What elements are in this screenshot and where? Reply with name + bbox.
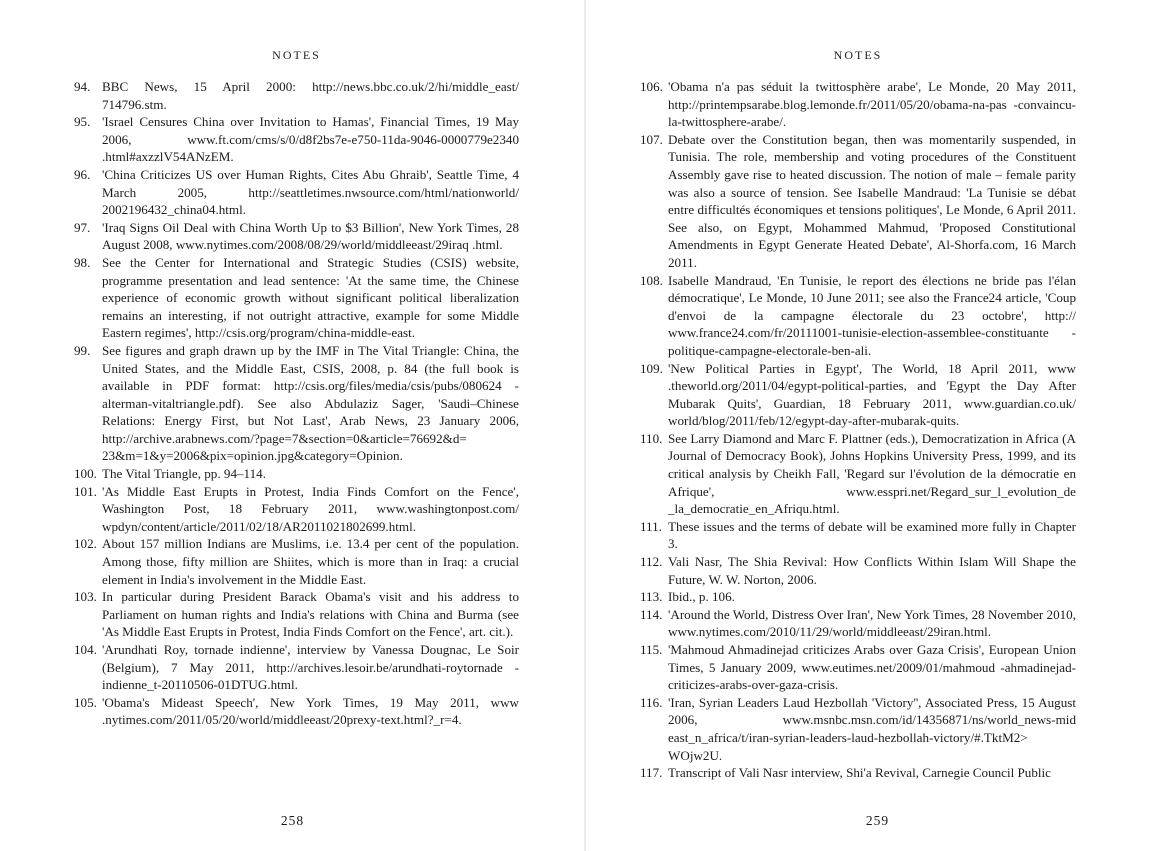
footnote-number: 96. xyxy=(74,166,91,182)
footnote-number: 103. xyxy=(74,589,97,605)
footnote-number: 102. xyxy=(74,536,97,552)
footnote xyxy=(74,78,519,113)
footnote xyxy=(74,483,519,536)
page-number: 258 xyxy=(280,813,305,828)
footnote-number: 113. xyxy=(640,589,663,605)
footnote-number: 116. xyxy=(640,694,663,710)
footnote xyxy=(640,641,1076,694)
footnote xyxy=(74,694,519,729)
notes-list xyxy=(640,78,1076,782)
footnote-number: 115. xyxy=(640,642,663,657)
footnote-text: 'Arundhati Roy, tornade indienne', interview by Vanessa Dougnac, Le Soir (Belgium), 7 May 2011, http://archives.lesoir.be/arundhati-roytornade -indienne_t-20110506-01DTUG.html. xyxy=(102,642,519,693)
footnote xyxy=(640,606,1076,641)
footnote xyxy=(74,166,519,219)
running-head: NOTES xyxy=(272,48,321,62)
footnote-text: About 157 million Indians are Muslims, i.e. 13.4 per cent of the population. Among those, fifty million are Shiites, which is more than in Iraq: a crucial element in India's involvement in the Middle East. xyxy=(102,536,519,587)
footnote xyxy=(640,518,1076,553)
footnote-number: 110. xyxy=(640,430,663,446)
footnote xyxy=(74,254,519,342)
footnote-number: 100. xyxy=(74,466,97,482)
footnote-number: 97. xyxy=(74,219,91,235)
footnote-number: 117. xyxy=(640,765,663,781)
footnote-text: These issues and the terms of debate will be examined more fully in Chapter 3. xyxy=(668,518,1076,552)
footnote-number: 111. xyxy=(640,518,662,534)
footnote xyxy=(640,694,1076,764)
footnote-number: 106. xyxy=(640,79,663,94)
footnote xyxy=(74,219,519,254)
footnote xyxy=(640,588,1076,606)
footnote-number: 108. xyxy=(640,272,663,288)
footnote xyxy=(640,553,1076,588)
footnote-number: 104. xyxy=(74,642,97,657)
footnote-text: 'Iran, Syrian Leaders Laud Hezbollah 'Victory'', Associated Press, 15 August 2006, www.msnbc.msn.com/id/14356871/ns/world_news-mid east_n_africa/t/iran-syrian-leaders-laud-hezbollah-victory/#.TktM2> WOjw2U. xyxy=(668,694,1076,763)
footnote-text: 'Around the World, Distress Over Iran', New York Times, 28 November 2010, www.nytimes.com/2010/11/29/world/middleeast/29iran.html. xyxy=(668,606,1076,640)
footnote-number: 114. xyxy=(640,606,663,622)
footnote-text: 'Obama n'a pas séduit la twittosphère arabe', Le Monde, 20 May 2011, http://printempsarabe.blog.lemonde.fr/2011/05/20/obama-na-pas -convaincu-la-twittosphere-arabe/. xyxy=(668,79,1076,130)
footnote-text: See Larry Diamond and Marc F. Plattner (eds.), Democratization in Africa (A Journal of Democracy Book), Johns Hopkins University Press, 1999, and its critical analysis by Cheikh Fall, 'Regard sur l'évolution de la démocratie en Afrique', www.esspri.net/Regard_sur_l_evolution_de _la_democratie_en_Afriqu.html. xyxy=(668,430,1076,517)
footnote-text: 'China Criticizes US over Human Rights, Cites Abu Ghraib', Seattle Time, 4 March 2005, http://seattletimes.nwsource.com/html/nationworld/ 2002196432_china04.html. xyxy=(102,166,519,218)
footnote xyxy=(74,535,519,588)
right-page xyxy=(585,0,1170,851)
footnote-text: 'Mahmoud Ahmadinejad criticizes Arabs over Gaza Crisis', European Union Times, 5 January 2009, www.eutimes.net/2009/01/mahmoud -ahmadinejad-criticizes-arabs-over-gaza-crisis. xyxy=(668,642,1076,693)
footnote-text: 'New Political Parties in Egypt', The World, 18 April 2011, www .theworld.org/2011/04/egypt-political-parties, and 'Egypt the Day After Mubarak Quits', Guardian, 18 February 2011, www.guardian.co.uk/ world/blog/2011/feb/12/egypt-day-after-mubarak-quits. xyxy=(668,360,1076,429)
notes-list xyxy=(74,78,519,729)
footnote xyxy=(74,641,519,694)
footnote xyxy=(74,342,519,465)
footnote-text: Debate over the Constitution began, then was momentarily suspended, in Tunisia. The role, membership and voting procedures of the Constituent Assembly gave rise to heated discussion. The notion of male – female parity was also a source of tension. See Isabelle Mandraud: 'La Tunisie se débat entre difficultés économiques et tensions politiques', Le Monde, 6 April 2011. See also, on Egypt, Mohammed Mahmud, 'Proposed Constitutional Amendments in Egypt Generate Heated Debate', Al-Shorfa.com, 16 March 2011. xyxy=(668,131,1076,270)
footnote-text: See the Center for International and Strategic Studies (CSIS) website, programme presentation and lead sentence: 'At the same time, the Chinese experience of economic growth without significant political liberalization remains an interesting, if not outright attractive, example for some Middle Eastern regimes', http://csis.org/program/china-middle-east. xyxy=(102,254,519,341)
footnote-number: 94. xyxy=(74,79,91,94)
footnote-text: Vali Nasr, The Shia Revival: How Conflicts Within Islam Will Shape the Future, W. W. Norton, 2006. xyxy=(668,554,1076,587)
footnote-number: 105. xyxy=(74,694,97,710)
footnote-number: 112. xyxy=(640,554,663,570)
footnote-text: The Vital Triangle, pp. 94–114. xyxy=(102,466,266,482)
footnote-text: In particular during President Barack Obama's visit and his address to Parliament on human rights and India's relations with China and Burma (see 'As Middle East Erupts in Protest, India Finds Comfort on the Fence', art. cit.). xyxy=(102,589,519,640)
footnote xyxy=(640,430,1076,518)
footnote xyxy=(640,131,1076,272)
footnote-text: 'Iraq Signs Oil Deal with China Worth Up to $3 Billion', New York Times, 28 August 2008, www.nytimes.com/2008/08/29/world/middleeast/29iraq .html. xyxy=(102,219,519,253)
footnote xyxy=(640,360,1076,430)
footnote-text: See figures and graph drawn up by the IMF in The Vital Triangle: China, the United States, and the Middle East, CSIS, 2008, p. 84 (the full book is available in PDF format: http://csis.org/files/media/csis/pubs/080624 -alterman-vitaltriangle.pdf). See also Abdulaziz Sager, 'Saudi–Chinese Relations: Energy First, but Not Last', Arab News, 23 January 2006, http://archive.arabnews.com/?page=7&section=0&article=76692&d= 23&m=1&y=2006&pix=opinion.jpg&category=Opinion. xyxy=(102,342,519,464)
footnote xyxy=(74,465,519,483)
footnote-text: 'Obama's Mideast Speech', New York Times, 19 May 2011, www .nytimes.com/2011/05/20/world/middleeast/20prexy-text.html?_r=4. xyxy=(102,694,519,728)
footnote-text: BBC News, 15 April 2000: http://news.bbc.co.uk/2/hi/middle_east/ 714796.stm. xyxy=(102,79,519,112)
page-number: 259 xyxy=(865,813,890,828)
footnote-text: Isabelle Mandraud, 'En Tunisie, le report des élections ne bride pas l'élan démocratique', Le Monde, 10 June 2011; see also the France24 article, 'Coup d'envoi de la campagne électorale du 23 octobre', http:// www.france24.com/fr/20111001-tunisie-election-assemblee-constituante -politique-campagne-electorale-ben-ali. xyxy=(668,272,1076,358)
footnote xyxy=(640,78,1076,131)
footnote-number: 101. xyxy=(74,483,97,499)
footnote-number: 107. xyxy=(640,131,663,147)
footnote-number: 99. xyxy=(74,342,91,358)
footnote-number: 109. xyxy=(640,360,663,376)
footnote-text: Ibid., p. 106. xyxy=(668,589,735,605)
footnote xyxy=(74,113,519,166)
running-head: NOTES xyxy=(833,48,883,62)
footnote-text: 'As Middle East Erupts in Protest, India Finds Comfort on the Fence', Washington Post, 18 February 2011, www.washingtonpost.com/ wpdyn/content/article/2011/02/18/AR2011021802699.html. xyxy=(102,483,519,534)
footnote-number: 95. xyxy=(74,114,91,130)
footnote xyxy=(74,588,519,641)
footnote-text: 'Israel Censures China over Invitation to Hamas', Financial Times, 19 May 2006, www.ft.com/cms/s/0/d8f2bs7e-e750-11da-9046-0000779e2340 .html#axzzlV54ANzEM. xyxy=(102,114,519,165)
footnote xyxy=(640,272,1076,360)
footnote xyxy=(640,764,1076,782)
footnote-number: 98. xyxy=(74,254,91,270)
footnote-text: Transcript of Vali Nasr interview, Shi'a Revival, Carnegie Council Public xyxy=(668,765,1051,781)
